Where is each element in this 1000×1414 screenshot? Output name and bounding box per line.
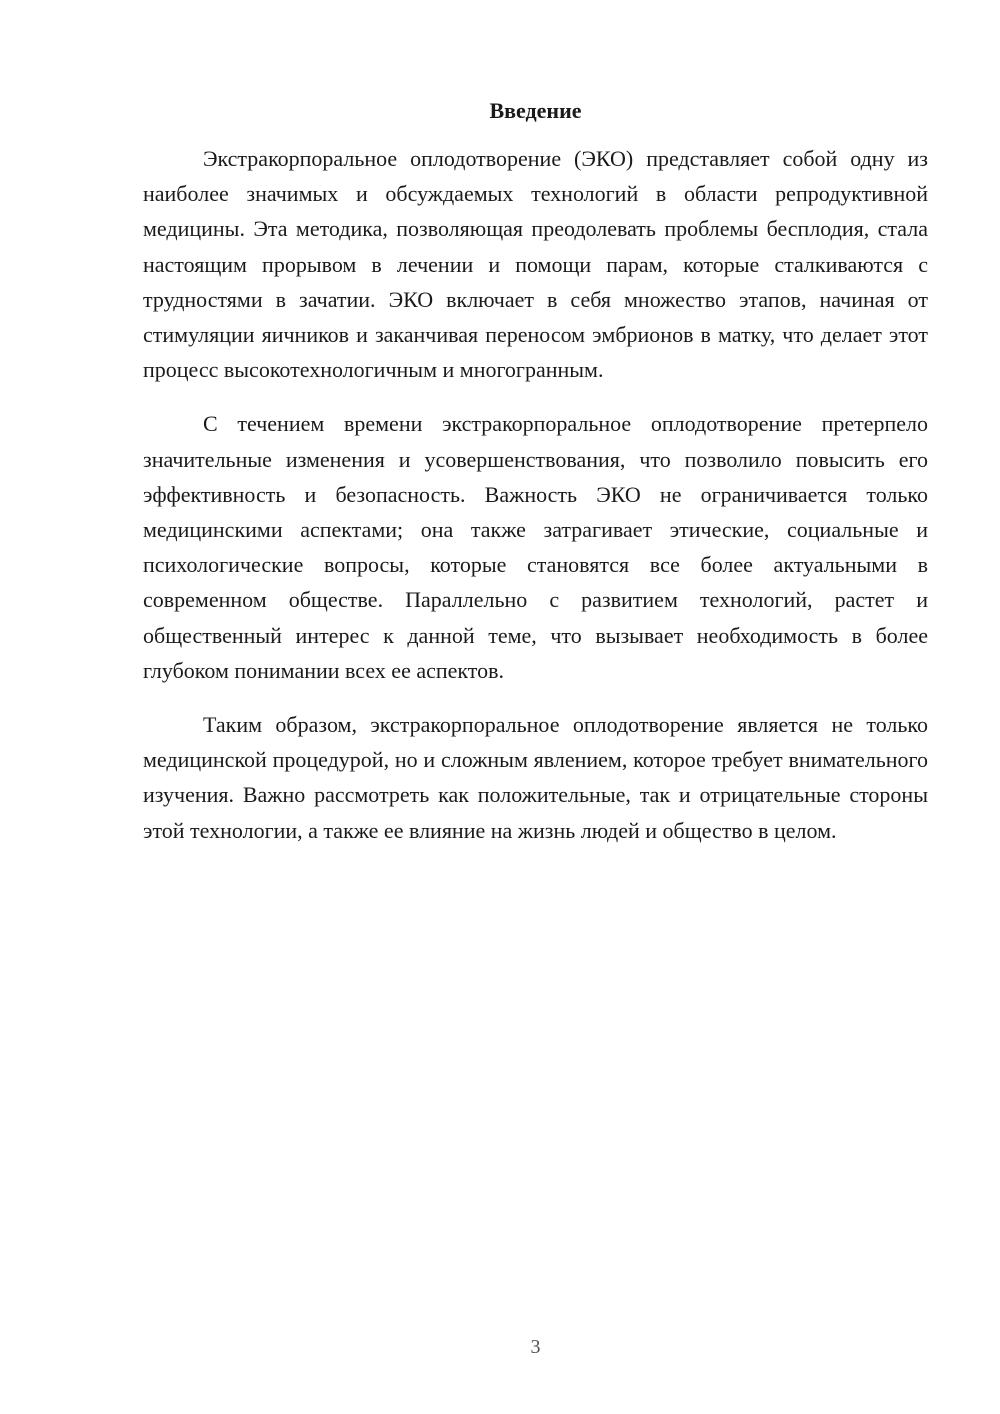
paragraph-3: Таким образом, экстракорпоральное оплодотворение является не только медицинской процедурой, но и сложным явлением, которое требует внимательного изучения. Важно рассмотреть как положительные, так и отрицательные стороны этой технологии, а также ее влияние на жизнь людей и общество в целом.: [143, 712, 928, 843]
section-title: Введение: [489, 98, 582, 123]
body-text: [143, 141, 928, 867]
page-number: 3: [530, 1336, 541, 1358]
paragraph-1: Экстракорпоральное оплодотворение (ЭКО) представляет собой одну из наиболее значимых и обсуждаемых технологий в области репродуктивной медицины. Эта методика, позволяющая преодолевать проблемы бесплодия, стала настоящим прорывом в лечении и помощи парам, которые сталкиваются с трудностями в зачатии. ЭКО включает в себя множество этапов, начиная от стимуляции яичников и заканчивая переносом эмбрионов в матку, что делает этот процесс высокотехнологичным и многогранным.: [143, 146, 928, 383]
paragraph-2: С течением времени экстракорпоральное оплодотворение претерпело значительные изменения и усовершенствования, что позволило повысить его эффективность и безопасность. Важность ЭКО не ограничивается только медицинскими аспектами; она также затрагивает этические, социальные и психологические вопросы, которые становятся все более актуальными в современном обществе. Параллельно с развитием технологий, растет и общественный интерес к данной теме, что вызывает необходимость в более глубоком понимании всех ее аспектов.: [143, 411, 928, 683]
